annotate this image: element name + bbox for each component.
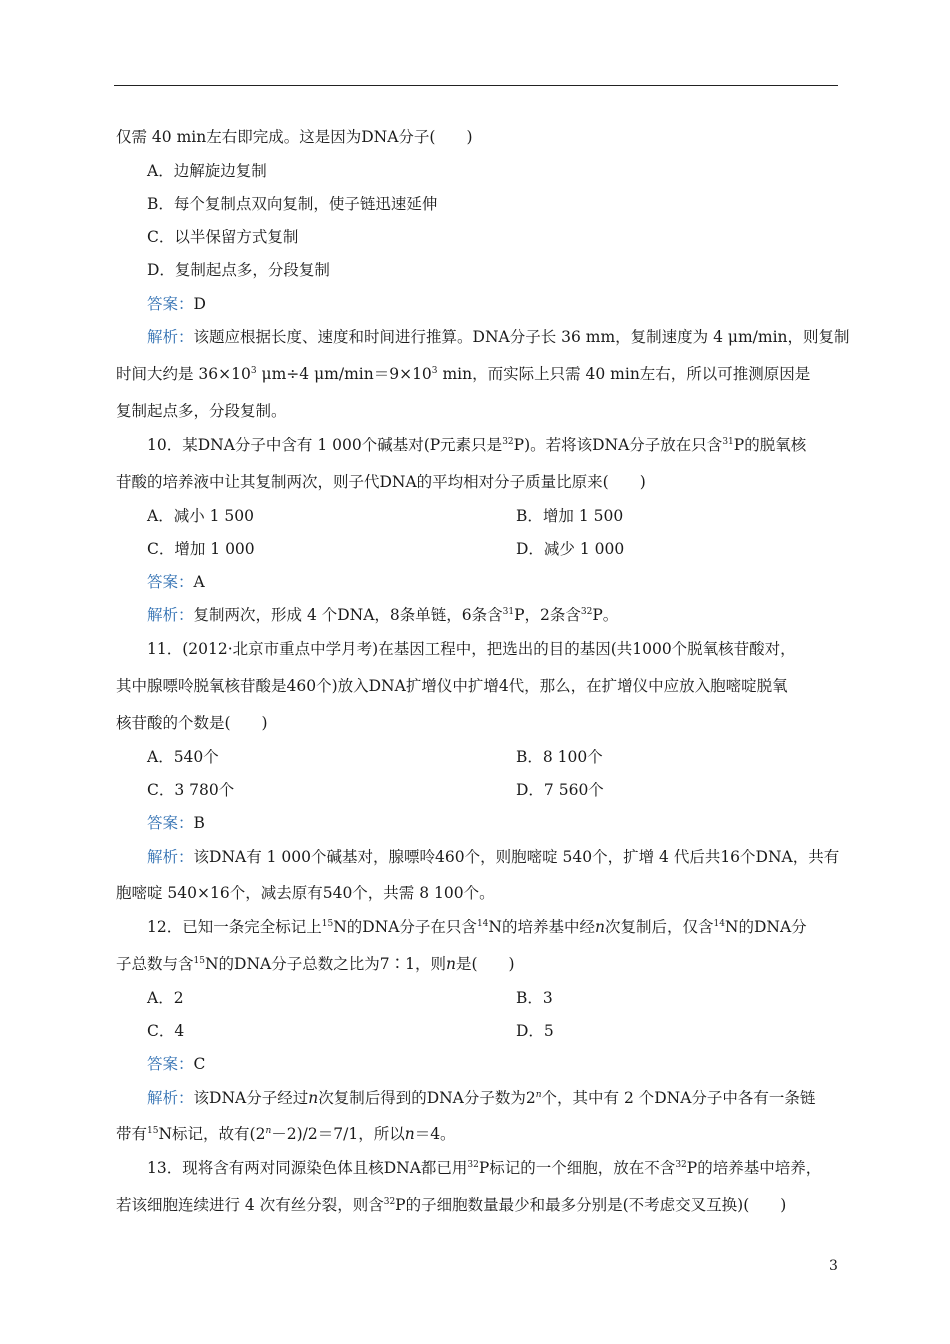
answer-value: D — [193, 295, 206, 313]
q9-stem: 仅需 40 min左右即完成。这是因为DNA分子( ) — [116, 128, 473, 146]
q9-analysis-line-3: 复制起点多，分段复制。 — [116, 402, 287, 420]
q9-analysis-line-2: 时间大约是 $36\times 10^3$ μm÷4 $\mu m/\min=9\times 10^3$ min，而实际上只需 40 min左右，所以可推测原因是 — [116, 365, 811, 383]
q10-option-c: C．增加 1 000 — [147, 540, 255, 558]
q9-option-d: D．复制起点多，分段复制 — [147, 261, 330, 279]
q10-option-d: D．减少 1 000 — [516, 540, 625, 558]
q11-stem-line-3: 核苷酸的个数是( ) — [116, 714, 268, 732]
q12-stem-line-1: 12．已知一条完全标记上$^{15}$N的DNA分子在只含$^{14}$N的培养基中经n次复制后，仅含$^{14}$N的DNA分 — [147, 918, 807, 936]
q9-option-c: C．以半保留方式复制 — [147, 228, 299, 246]
header-rule — [114, 85, 838, 86]
page-number: 3 — [829, 1258, 838, 1274]
q11-stem-line-1: 11．(2012·北京市重点中学月考)在基因工程中，把选出的目的基因(共1000个脱氧核苷酸对， — [147, 640, 796, 658]
q10-stem-line-2: 苷酸的培养液中让其复制两次，则子代DNA的平均相对分子质量比原来( ) — [116, 473, 646, 491]
q11-analysis-line-2: 胞嘧啶 540×16个，减去原有540个，共需 8 100个。 — [116, 884, 495, 902]
q12-analysis-line-1: 解析：该DNA分子经过n次复制后得到的DNA分子数为2$^n$个，其中有 2 个DNA分子中各有一条链 — [147, 1089, 816, 1107]
q12-option-a: A．2 — [147, 989, 184, 1007]
q10-option-b: B．增加 1 500 — [516, 507, 624, 525]
q12-option-c: C．4 — [147, 1022, 185, 1040]
q11-option-d: D．7 560个 — [516, 781, 604, 799]
q10-analysis: 解析：复制两次，形成 4 个DNA，8条单链，6条含$^{31}$P，2条含$^{32}$P。 — [147, 606, 619, 624]
answer-label: 答案： — [147, 295, 194, 313]
q12-analysis-line-2: 带有$^{15}$N标记，故有$(2^n-2)/2=7/1$，所以n＝4。 — [116, 1125, 456, 1143]
q13-stem-line-2: 若该细胞连续进行 4 次有丝分裂，则含$^{32}$P的子细胞数量最少和最多分别是(不考虑交叉互换)( ) — [116, 1196, 787, 1214]
q9-option-a: A．边解旋边复制 — [147, 162, 267, 180]
q12-stem-line-2: 子总数与含$^{15}$N的DNA分子总数之比为7∶1，则n是( ) — [116, 955, 515, 973]
q11-answer: 答案：B — [147, 814, 205, 832]
q9-option-b: B．每个复制点双向复制，使子链迅速延伸 — [147, 195, 438, 213]
q11-stem-line-2: 其中腺嘌呤脱氧核苷酸是460个)放入DNA扩增仪中扩增4代，那么，在扩增仪中应放入胞嘧啶脱氧 — [116, 677, 788, 695]
analysis-text: 该题应根据长度、速度和时间进行推算。DNA分子长 36 mm，复制速度为 4 μm/min，则复制 — [193, 328, 850, 346]
q13-stem-line-1: 13．现将含有两对同源染色体且核DNA都已用$^{32}$P标记的一个细胞，放在不含$^{32}$P的培养基中培养， — [147, 1159, 822, 1177]
q11-analysis-line-1: 解析：该DNA有 1 000个碱基对，腺嘌呤460个，则胞嘧啶 540个，扩增 4 代后共16个DNA，共有 — [147, 848, 840, 866]
q12-answer: 答案：C — [147, 1055, 206, 1073]
q10-answer: 答案：A — [147, 573, 205, 591]
q11-option-b: B．8 100个 — [516, 748, 603, 766]
q12-option-d: D．5 — [516, 1022, 554, 1040]
q11-option-a: A．540个 — [147, 748, 219, 766]
q9-answer — [147, 293, 206, 315]
q10-stem-line-1: 10．某DNA分子中含有 1 000个碱基对(P元素只是$^{32}$P)。若将该DNA分子放在只含$^{31}$P的脱氧核 — [147, 436, 807, 454]
analysis-label: 解析： — [147, 328, 194, 346]
q10-option-a: A．减小 1 500 — [147, 507, 254, 525]
q9-analysis-line-1 — [147, 326, 850, 348]
q12-option-b: B．3 — [516, 989, 553, 1007]
q11-option-c: C．3 780个 — [147, 781, 235, 799]
